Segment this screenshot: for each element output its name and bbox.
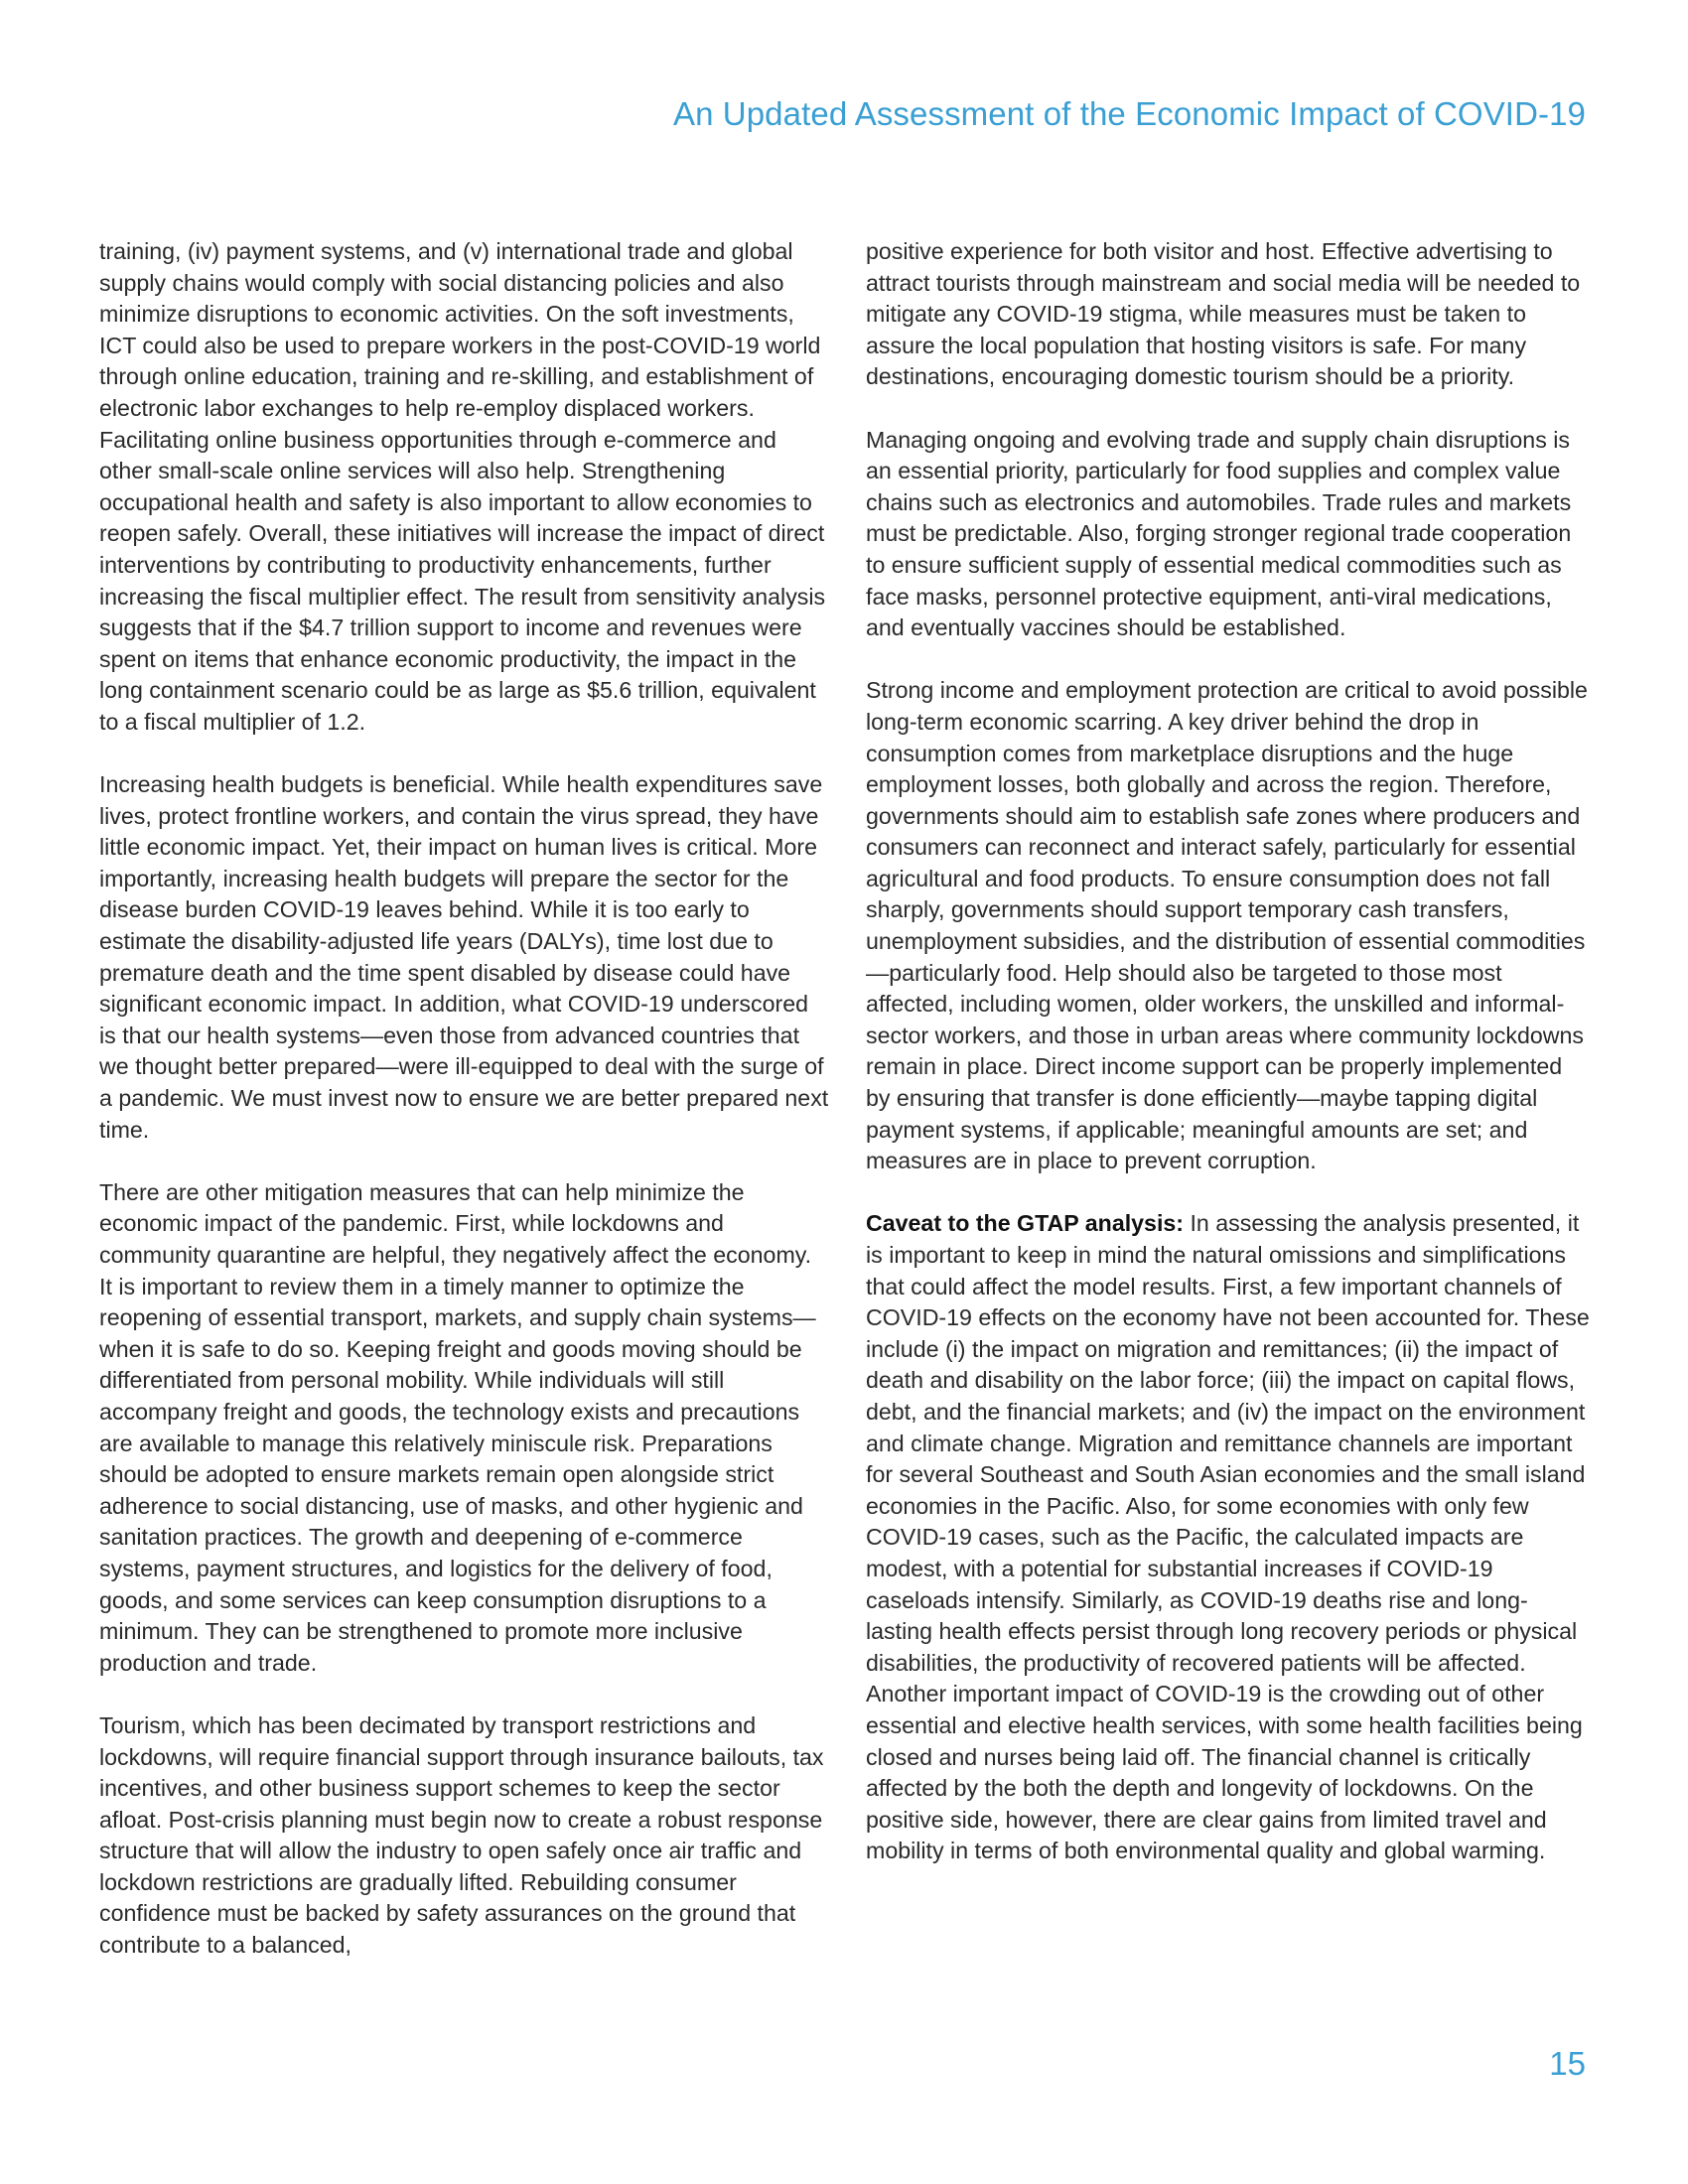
caveat-body: In assessing the analysis presented, it is important to keep in mind the natural omissions and simplifications that could affect the model results. First, a few important channels of COVID-19 effects on the economy have not been accounted for. These include (i) the impact on migration and remittances; (ii) the impact of death and disability on the labor force; (iii) the impact on capital flows, debt, and the financial markets; and (iv) the impact on the environment and climate change. Migration and remittance channels are important for several Southeast and South Asian economies and the small island economies in the Pacific. Also, for some economies with only few COVID-19 cases, such as the Pacific, the calculated impacts are modest, with a potential for substantial increases if COVID-19 caseloads intensify. Similarly, as COVID-19 deaths rise and long-lasting health effects persist through long recovery periods or physical disabilities, the productivity of recovered patients will be affected. Another important impact of COVID-19 is the crowding out of other essential and elective health services, with some health facilities being closed and nurses being laid off. The financial channel is critically affected by the both the depth and longevity of lockdowns. On the positive side, however, there are clear gains from limited travel and mobility in terms of both environmental quality and global warming. xyxy=(866,1210,1590,1864)
caveat-heading: Caveat to the GTAP analysis: xyxy=(866,1210,1185,1237)
caveat-paragraph xyxy=(866,1208,1591,1866)
left-column xyxy=(99,236,829,1992)
paragraph: There are other mitigation measures that can help minimize the economic impact of the pandemic. First, while lockdowns and community quarantine are helpful, they negatively affect the economy. It is important to review them in a timely manner to optimize the reopening of essential transport, markets, and supply chain systems—when it is safe to do so. Keeping freight and goods moving should be differentiated from personal mobility. While individuals will still accompany freight and goods, the technology exists and precautions are available to manage this relatively miniscule risk. Preparations should be adopted to ensure markets remain open alongside strict adherence to social distancing, use of masks, and other hygienic and sanitation practices. The growth and deepening of e-commerce systems, payment structures, and logistics for the delivery of food, goods, and some services can keep consumption disruptions to a minimum. They can be strengthened to promote more inclusive production and trade. xyxy=(99,1178,816,1676)
paragraph: Strong income and employment protection are critical to avoid possible long-term economic scarring. A key driver behind the drop in consumption comes from marketplace disruptions and the huge employment losses, both globally and across the region. Therefore, governments should aim to establish safe zones where producers and consumers can reconnect and interact safely, particularly for essential agricultural and food products. To ensure consumption does not fall sharply, governments should support temporary cash transfers, unemployment subsidies, and the distribution of essential commodities—particularly food. Help should also be targeted to those most affected, including women, older workers, the unskilled and informal-sector workers, and those in urban areas where community lockdowns remain in place. Direct income support can be properly implemented by ensuring that transfer is done efficiently—maybe tapping digital payment systems, if applicable; meaningful amounts are set; and measures are in place to prevent corruption. xyxy=(866,677,1588,1174)
paragraph: positive experience for both visitor and host. Effective advertising to attract tourists through mainstream and social media will be needed to mitigate any COVID-19 stigma, while measures must be taken to assure the local population that hosting visitors is safe. For many destinations, encouraging domestic tourism should be a priority. xyxy=(866,238,1581,390)
paragraph: Managing ongoing and evolving trade and supply chain disruptions is an essential priority, particularly for food supplies and complex value chains such as electronics and automobiles. Trade rules and markets must be predictable. Also, forging stronger regional trade cooperation to ensure sufficient supply of essential medical commodities such as face masks, personnel protective equipment, anti-viral medications, and eventually vaccines should be established. xyxy=(866,426,1572,641)
paragraph: Increasing health budgets is beneficial. While health expenditures save lives, protect frontline workers, and contain the virus spread, they have little economic impact. Yet, their impact on human lives is critical. More importantly, increasing health budgets will prepare the sector for the disease burden COVID-19 leaves behind. While it is too early to estimate the disability-adjusted life years (DALYs), time lost due to premature death and the time spent disabled by disease could have significant economic impact. In addition, what COVID-19 underscored is that our health systems—even those from advanced countries that we thought better prepared—were ill-equipped to deal with the surge of a pandemic. We must invest now to ensure we are better prepared next time. xyxy=(99,771,829,1143)
right-column xyxy=(866,236,1591,1898)
paragraph: training, (iv) payment systems, and (v) international trade and global supply chains would comply with social distancing policies and also minimize disruptions to economic activities. On the soft investments, ICT could also be used to prepare workers in the post-COVID-19 world through online education, training and re-skilling, and establishment of electronic labor exchanges to help re-employ displaced workers. Facilitating online business opportunities through e-commerce and other small-scale online services will also help. Strengthening occupational health and safety is also important to allow economies to reopen safely. Overall, these initiatives will increase the impact of direct interventions by contributing to productivity enhancements, further increasing the fiscal multiplier effect. The result from sensitivity analysis suggests that if the $4.7 trillion support to income and revenues were spent on items that enhance economic productivity, the impact in the long containment scenario could be as large as $5.6 trillion, equivalent to a fiscal multiplier of 1.2. xyxy=(99,238,826,735)
paragraph: Tourism, which has been decimated by transport restrictions and lockdowns, will require financial support through insurance bailouts, tax incentives, and other business support schemes to keep the sector afloat. Post-crisis planning must begin now to create a robust response structure that will allow the industry to open safely once air traffic and lockdown restrictions are gradually lifted. Rebuilding consumer confidence must be backed by safety assurances on the ground that contribute to a balanced, xyxy=(99,1711,824,1959)
page-number: 15 xyxy=(1549,2045,1586,2082)
running-header-title: An Updated Assessment of the Economic Impact of COVID-19 xyxy=(672,95,1586,132)
